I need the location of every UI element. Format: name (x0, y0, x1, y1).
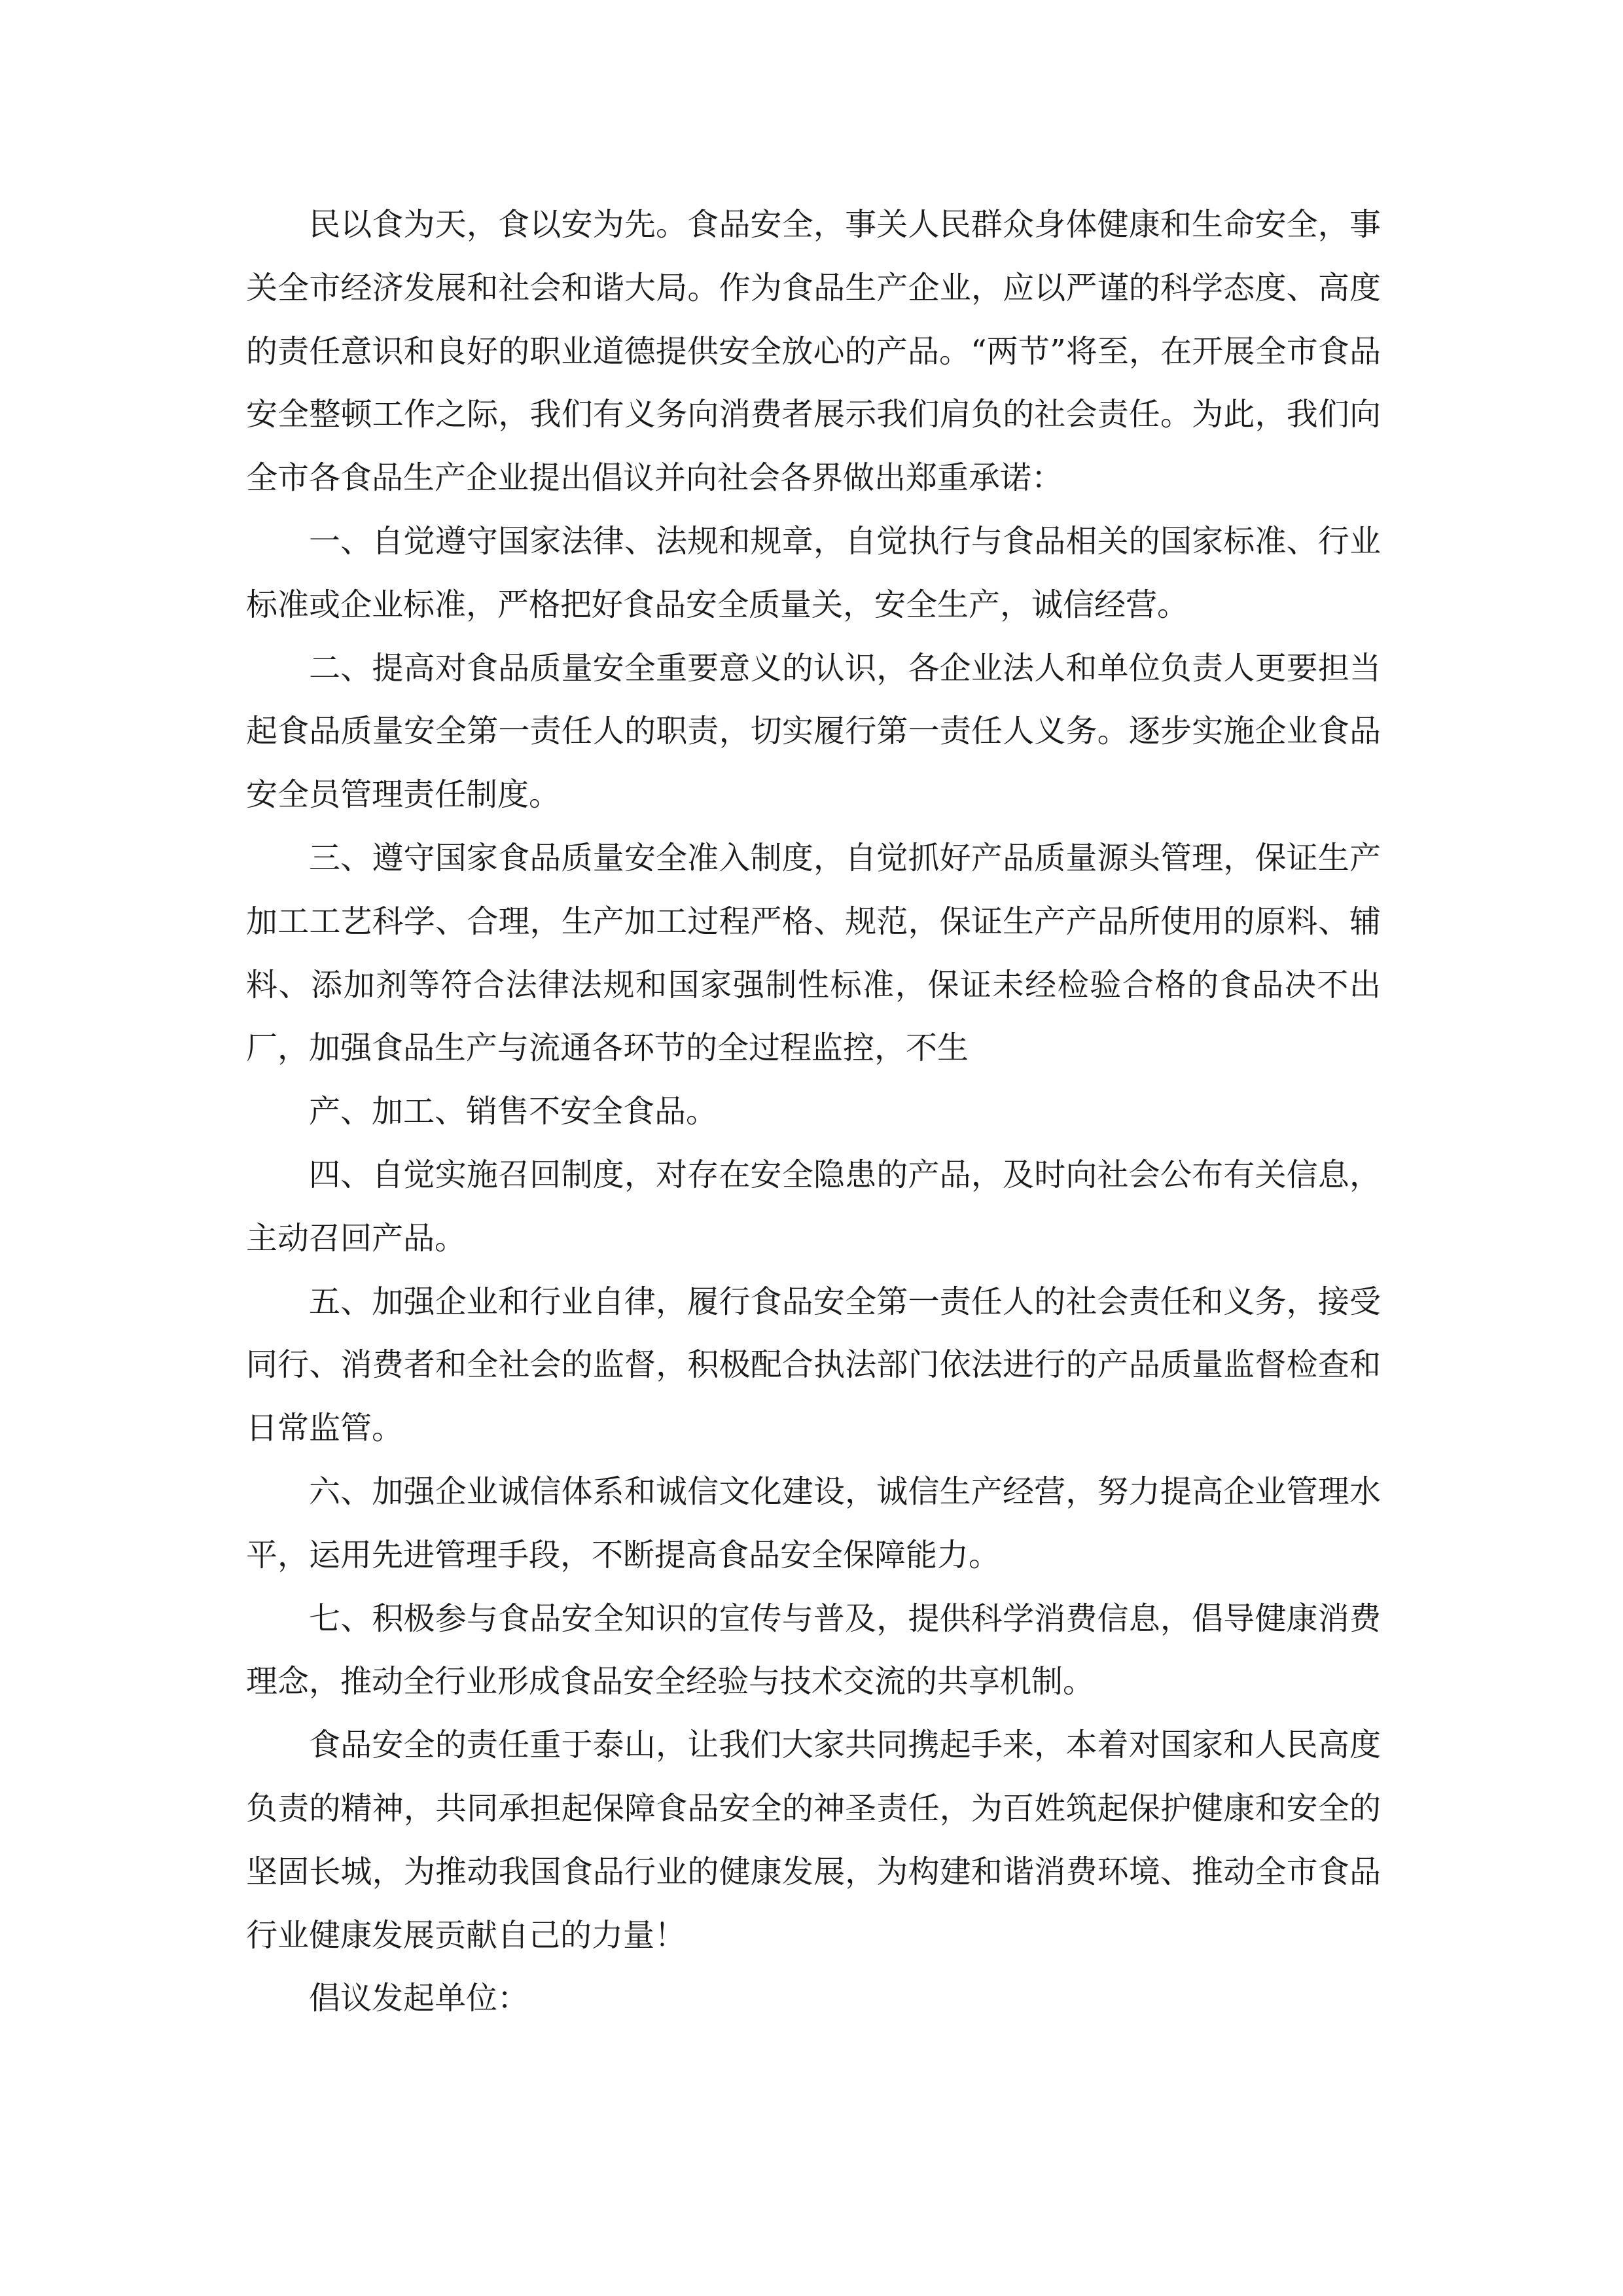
paragraph-closing: 食品安全的责任重于泰山，让我们大家共同携起手来，本着对国家和人民高度负责的精神，共同承担起保障食品安全的神圣责任，为百姓筑起保护健康和安全的坚固长城，为推动我国食品行业的健康发展，为构建和谐消费环境、推动全市食品行业健康发展贡献自己的力量！ (246, 1727, 1381, 1954)
document-body (246, 193, 1381, 2030)
paragraph-item-2: 二、提高对食品质量安全重要意义的认识，各企业法人和单位负责人更要担当起食品质量安全第一责任人的职责，切实履行第一责任人义务。逐步实施企业食品安全员管理责任制度。 (246, 649, 1381, 814)
paragraph-item-7: 七、积极参与食品安全知识的宣传与普及，提供科学消费信息，倡导健康消费理念，推动全行业形成食品安全经验与技术交流的共享机制。 (246, 1600, 1381, 1700)
paragraph-initiator: 倡议发起单位： (309, 1980, 529, 2017)
paragraph-item-4: 四、自觉实施召回制度，对存在安全隐患的产品，及时向社会公布有关信息，主动召回产品。 (246, 1156, 1381, 1257)
paragraph-intro: 民以食为天，食以安为先。食品安全，事关人民群众身体健康和生命安全，事关全市经济发展和社会和谐大局。作为食品生产企业，应以严谨的科学态度、高度的责任意识和良好的职业道德提供安全放心的产品。“两节”将至，在开展全市食品安全整顿工作之际，我们有义务向消费者展示我们肩负的社会责任。为此，我们向全市各食品生产企业提出倡议并向社会各界做出郑重承诺： (246, 206, 1381, 497)
paragraph-item-1: 一、自觉遵守国家法律、法规和规章，自觉执行与食品相关的国家标准、行业标准或企业标准，严格把好食品安全质量关，安全生产，诚信经营。 (246, 522, 1381, 623)
paragraph-item-3: 三、遵守国家食品质量安全准入制度，自觉抓好产品质量源头管理，保证生产加工工艺科学、合理，生产加工过程严格、规范，保证生产产品所使用的原料、辅料、添加剂等符合法律法规和国家强制性标准，保证未经检验合格的食品决不出厂，加强食品生产与流通各环节的全过程监控，不生 (246, 839, 1381, 1067)
paragraph-item-6: 六、加强企业诚信体系和诚信文化建设，诚信生产经营，努力提高企业管理水平，运用先进管理手段，不断提高食品安全保障能力。 (246, 1473, 1381, 1573)
paragraph-item-5: 五、加强企业和行业自律，履行食品安全第一责任人的社会责任和义务，接受同行、消费者和全社会的监督，积极配合执法部门依法进行的产品质量监督检查和日常监管。 (246, 1283, 1381, 1447)
paragraph-item-3-continued: 产、加工、销售不安全食品。 (309, 1093, 718, 1130)
